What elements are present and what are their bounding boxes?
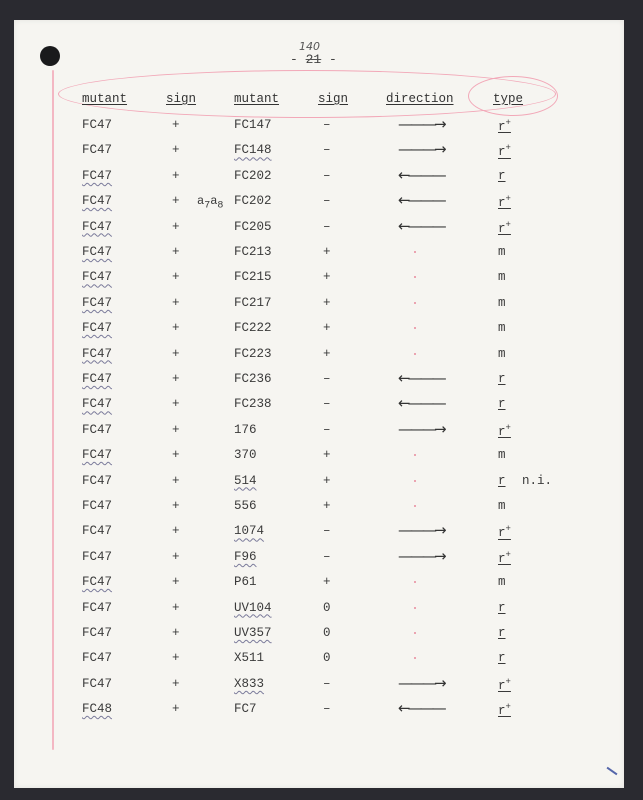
arrow-right-icon: ———→: [398, 546, 444, 565]
type-cell: r+: [498, 219, 511, 236]
sign-2-cell: +: [323, 575, 331, 590]
direction-cell: [398, 270, 400, 284]
sign-2-cell: 0: [323, 626, 331, 640]
page-number-new: 140: [299, 40, 320, 53]
direction-cell: [398, 626, 400, 640]
pink-dot-mark: [414, 327, 416, 329]
pink-dot-mark: [414, 480, 416, 482]
direction-cell: [398, 699, 444, 720]
arrow-right-icon: ———→: [398, 419, 444, 438]
sign-1-cell: +: [172, 270, 180, 285]
mutant-1-cell: FC47: [82, 194, 113, 209]
mutant-1-cell: FC47: [82, 321, 113, 336]
mutant-2-cell: FC223: [234, 346, 272, 361]
sign-1-cell: +: [172, 321, 180, 336]
sign-2-cell: –: [323, 194, 331, 209]
arrow-left-icon: ←———: [398, 699, 444, 718]
sign-2-cell: +: [323, 346, 331, 361]
arrow-right-icon: ———→: [398, 140, 444, 159]
arrow-right-icon: ———→: [398, 115, 444, 133]
mutant-2-cell: FC238: [234, 397, 272, 412]
table-row: [0, 216, 643, 242]
sign-1-cell: +: [172, 473, 180, 488]
mutant-1-cell: FC47: [82, 473, 113, 488]
sign-1-cell: +: [172, 118, 180, 132]
header-mutant-2: mutant: [234, 92, 280, 106]
sign-2-cell: –: [323, 422, 331, 437]
type-cell: m: [498, 346, 506, 361]
sign-2-cell: –: [323, 168, 331, 183]
table-row: [0, 651, 643, 673]
mutant-2-cell: FC215: [234, 270, 272, 285]
mutant-2-cell: FC148: [234, 143, 272, 158]
mutant-1-cell: FC47: [82, 422, 113, 437]
sign-2-cell: –: [323, 143, 331, 158]
direction-cell: [398, 673, 444, 695]
pink-dot-mark: [414, 302, 416, 304]
sign-1-cell: +: [172, 524, 180, 539]
sign-2-cell: 0: [323, 651, 331, 666]
pink-dot-mark: [414, 251, 416, 253]
table-row: [0, 347, 643, 369]
table-row: [0, 673, 643, 699]
mutant-1-cell: FC47: [82, 397, 113, 412]
sign-2-cell: –: [323, 702, 331, 717]
mutant-1-cell: FC47: [82, 549, 113, 564]
sign-2-cell: +: [323, 448, 331, 463]
sign-1-cell: +: [172, 168, 180, 183]
mutant-2-cell: 1074: [234, 524, 265, 539]
table-row: [0, 296, 643, 318]
sign-1-cell: +: [172, 676, 180, 691]
type-cell: r+: [498, 118, 511, 135]
table-row: [0, 245, 643, 267]
mutant-2-cell: FC147: [234, 118, 272, 132]
arrow-right-icon: ———→: [398, 673, 444, 692]
mutant-1-cell: FC47: [82, 499, 113, 513]
mutant-1-cell: FC47: [82, 346, 113, 361]
note-cell: $a_7a_8$: [197, 194, 224, 212]
header-direction: direction: [386, 92, 454, 106]
mutant-2-cell: FC205: [234, 219, 272, 234]
direction-cell: [398, 321, 400, 335]
direction-cell: [398, 521, 444, 542]
table-row: [0, 626, 643, 648]
mutant-1-cell: FC48: [82, 702, 113, 717]
sign-1-cell: +: [172, 626, 180, 640]
pink-dot-mark: [414, 505, 416, 507]
direction-cell: [398, 140, 444, 161]
pink-dot-mark: [414, 353, 416, 355]
mutant-2-cell: FC202: [234, 168, 272, 183]
direction-cell: [398, 191, 444, 212]
arrow-left-icon: ←———: [398, 369, 444, 387]
mutant-2-cell: X833: [234, 676, 265, 691]
mutant-1-cell: FC47: [82, 270, 113, 285]
table-row: [0, 575, 643, 597]
table-row: [0, 394, 643, 419]
table-row: [0, 699, 643, 724]
type-cell: r: [498, 473, 506, 488]
direction-cell: [398, 216, 444, 238]
sign-1-cell: +: [172, 651, 180, 666]
mutant-1-cell: FC47: [82, 676, 113, 691]
sign-2-cell: –: [323, 524, 331, 539]
sign-2-cell: +: [323, 499, 331, 513]
arrow-left-icon: ←———: [398, 216, 444, 235]
sign-2-cell: +: [323, 245, 331, 259]
sign-1-cell: +: [172, 397, 180, 412]
direction-cell: [398, 369, 444, 390]
type-cell: r+: [498, 422, 511, 439]
mutant-1-cell: FC47: [82, 372, 113, 386]
type-cell: r+: [498, 702, 511, 719]
sign-1-cell: +: [172, 143, 180, 158]
mutant-1-cell: FC47: [82, 600, 113, 615]
type-cell: m: [498, 295, 506, 310]
table-row: [0, 601, 643, 623]
direction-cell: [398, 651, 400, 665]
table-row: [0, 369, 643, 394]
table-row: [0, 448, 643, 470]
table-row: [0, 499, 643, 521]
direction-cell: [398, 165, 444, 187]
sign-2-cell: +: [323, 270, 331, 285]
sign-1-cell: +: [172, 575, 180, 590]
type-cell: m: [498, 245, 506, 259]
sign-1-cell: +: [172, 549, 180, 564]
type-cell: r+: [498, 549, 511, 566]
mutant-1-cell: FC47: [82, 295, 113, 310]
mutant-2-cell: UV357: [234, 626, 272, 640]
mutant-1-cell: FC47: [82, 575, 113, 590]
type-cell: m: [498, 448, 506, 463]
page-number-old-value: 21: [305, 52, 322, 67]
type-cell: r+: [498, 143, 511, 160]
mutant-1-cell: FC47: [82, 448, 113, 463]
sign-2-cell: +: [323, 295, 331, 310]
mutant-2-cell: FC217: [234, 295, 272, 310]
pink-dot-mark: [414, 454, 416, 456]
sign-2-cell: +: [323, 473, 331, 488]
sign-1-cell: +: [172, 702, 180, 717]
direction-cell: [398, 394, 444, 415]
arrow-left-icon: ←———: [398, 165, 444, 184]
punch-hole: [40, 46, 60, 66]
sign-2-cell: –: [323, 397, 331, 412]
mutant-2-cell: 556: [234, 499, 257, 513]
extra-note-cell: n.i.: [522, 473, 553, 488]
direction-cell: [398, 499, 400, 513]
sign-2-cell: –: [323, 118, 331, 132]
header-mutant-1: mutant: [82, 92, 128, 106]
direction-cell: [398, 296, 400, 310]
table-row: [0, 115, 643, 140]
pink-dot-mark: [414, 607, 416, 609]
type-cell: r+: [498, 194, 511, 211]
direction-cell: [398, 601, 400, 615]
type-cell: m: [498, 499, 506, 513]
mutant-1-cell: FC47: [82, 626, 113, 640]
type-cell: r+: [498, 524, 511, 541]
mutant-1-cell: FC47: [82, 143, 113, 158]
sign-2-cell: –: [323, 676, 331, 691]
mutant-2-cell: 176: [234, 422, 257, 437]
mutant-2-cell: FC213: [234, 245, 272, 259]
mutant-1-cell: FC47: [82, 118, 113, 132]
table-row: [0, 546, 643, 572]
mutant-2-cell: 370: [234, 448, 257, 463]
type-cell: r: [498, 372, 506, 386]
type-cell: r: [498, 626, 506, 640]
header-sign-2: sign: [318, 92, 349, 106]
type-cell: r+: [498, 676, 511, 693]
mutant-2-cell: 514: [234, 473, 257, 488]
sign-1-cell: +: [172, 346, 180, 361]
mutant-1-cell: FC47: [82, 219, 113, 234]
table-row: [0, 321, 643, 343]
sign-1-cell: +: [172, 499, 180, 513]
type-cell: r: [498, 651, 506, 666]
mutant-2-cell: FC236: [234, 372, 272, 386]
sign-2-cell: 0: [323, 600, 331, 615]
table-row: [0, 270, 643, 292]
arrow-left-icon: ←———: [398, 191, 444, 210]
sign-1-cell: +: [172, 372, 180, 386]
sign-1-cell: +: [172, 295, 180, 310]
mutant-2-cell: X511: [234, 651, 265, 666]
sign-2-cell: +: [323, 321, 331, 336]
mutant-1-cell: FC47: [82, 524, 113, 539]
direction-cell: [398, 115, 444, 136]
table-row: [0, 165, 643, 191]
sign-2-cell: –: [323, 549, 331, 564]
mutant-2-cell: FC202: [234, 194, 272, 209]
sign-1-cell: +: [172, 600, 180, 615]
type-cell: m: [498, 321, 506, 336]
pink-dot-mark: [414, 657, 416, 659]
sign-1-cell: +: [172, 422, 180, 437]
mutant-2-cell: UV104: [234, 600, 272, 615]
pink-dot-mark: [414, 581, 416, 583]
sign-1-cell: +: [172, 448, 180, 463]
table-row: [0, 191, 643, 216]
table-row: [0, 419, 643, 445]
sign-1-cell: +: [172, 219, 180, 234]
direction-cell: [398, 546, 444, 568]
mutant-2-cell: F96: [234, 549, 257, 564]
mutant-2-cell: FC7: [234, 702, 257, 717]
type-cell: r: [498, 168, 506, 183]
pink-dot-mark: [414, 632, 416, 634]
table-row: [0, 521, 643, 546]
type-cell: m: [498, 575, 506, 590]
direction-cell: [398, 575, 400, 589]
page-number-old: - 21 -: [290, 52, 337, 67]
pink-dot-mark: [414, 276, 416, 278]
direction-cell: [398, 419, 444, 441]
sign-2-cell: –: [323, 219, 331, 234]
type-cell: r: [498, 600, 506, 615]
table-row: [0, 474, 643, 496]
mutant-1-cell: FC47: [82, 168, 113, 183]
sign-1-cell: +: [172, 194, 180, 209]
mutant-1-cell: FC47: [82, 651, 113, 666]
arrow-left-icon: ←———: [398, 394, 444, 413]
table-row: [0, 140, 643, 165]
header-type: type: [493, 92, 524, 106]
type-cell: r: [498, 397, 506, 412]
direction-cell: [398, 245, 400, 259]
mutant-2-cell: FC222: [234, 321, 272, 336]
direction-cell: [398, 474, 400, 488]
sign-1-cell: +: [172, 245, 180, 259]
header-sign-1: sign: [166, 92, 197, 106]
arrow-right-icon: ———→: [398, 521, 444, 540]
direction-cell: [398, 448, 400, 462]
mutant-2-cell: P61: [234, 575, 257, 590]
mutant-1-cell: FC47: [82, 245, 113, 259]
direction-cell: [398, 347, 400, 361]
sign-2-cell: –: [323, 372, 331, 386]
type-cell: m: [498, 270, 506, 285]
